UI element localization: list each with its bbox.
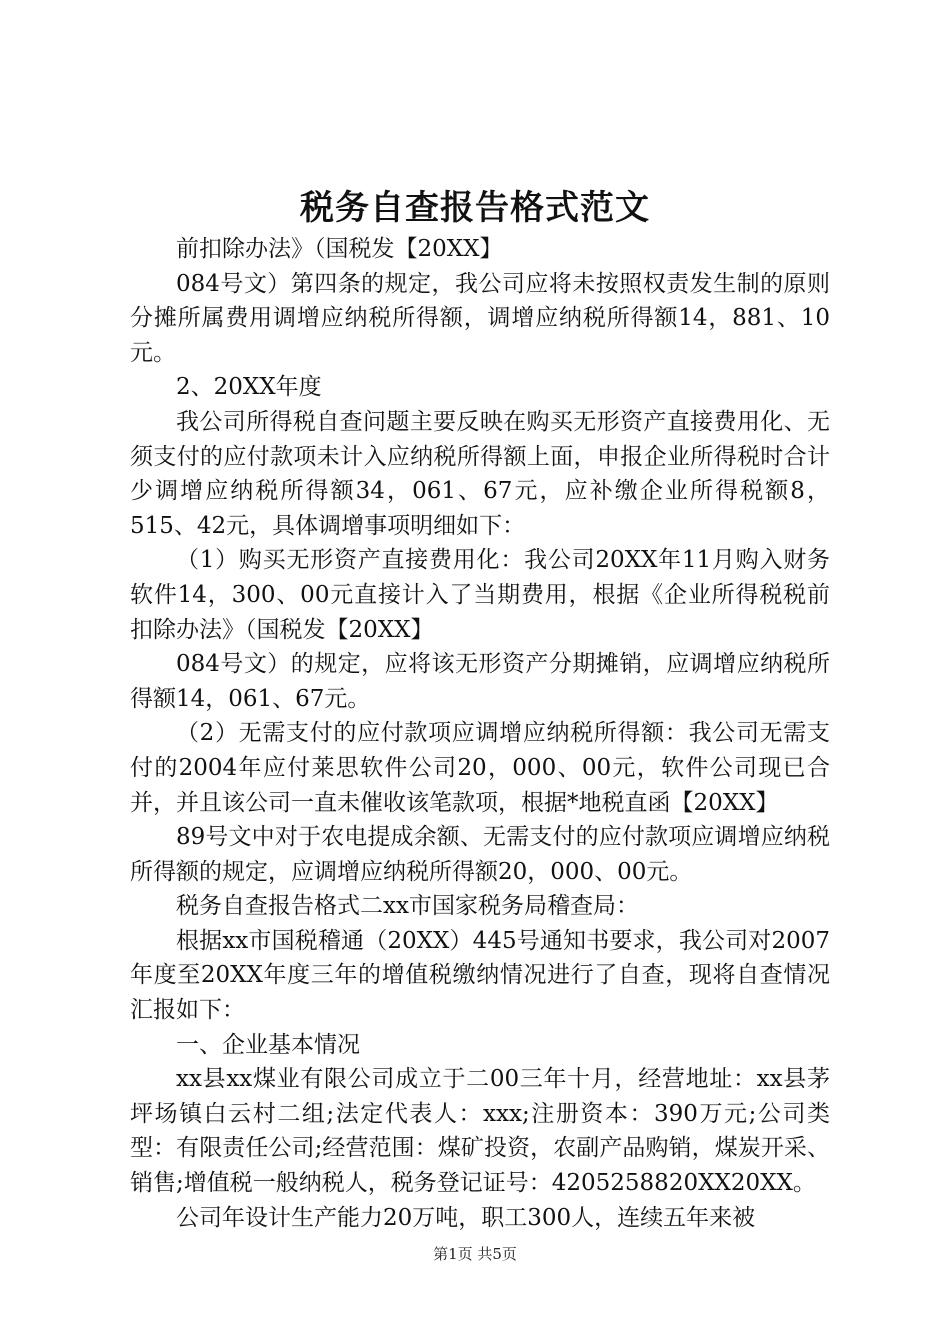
paragraph-5: （1）购买无形资产直接费用化：我公司20XX年11月购入财务软件14，300、00元直接计入了当期费用，根据《企业所得税税前扣除办法》（国税发【20XX】 xyxy=(130,547,830,643)
paragraph-3: 2、20XX年度 xyxy=(176,374,322,401)
paragraph-12: xx县xx煤业有限公司成立于二00三年十月，经营地址：xx县茅坪场镇白云村二组;法定代表人：xxx;注册资本：390万元;公司类型：有限责任公司;经营范围：煤矿投资，农副产品购销，煤炭开采、销售;增值税一般纳税人，税务登记证号：4205258820XX20XX。 xyxy=(130,1066,830,1197)
document-body xyxy=(130,232,830,1235)
document-title: 税务自查报告格式范文 xyxy=(300,188,650,228)
page-number-footer: 第1页 共5页 xyxy=(433,1245,517,1263)
paragraph-10: 根据xx市国税稽通（20XX）445号通知书要求，我公司对2007年度至20XX年度三年的增值税缴纳情况进行了自查，现将自查情况汇报如下： xyxy=(130,927,830,1024)
paragraph-11: 一、企业基本情况 xyxy=(176,1031,360,1058)
paragraph-6: 084号文）的规定，应将该无形资产分期摊销，应调增应纳税所得额14，061、67元。 xyxy=(130,651,830,712)
paragraph-2: 084号文）第四条的规定，我公司应将未按照权责发生制的原则分摊所属费用调增应纳税所得额，调增应纳税所得额14，881、10元。 xyxy=(130,270,830,366)
paragraph-8: 89号文中对于农电提成余额、无需支付的应付款项应调增应纳税所得额的规定，应调增应纳税所得额20，000、00元。 xyxy=(130,824,830,885)
paragraph-1: 前扣除办法》（国税发【20XX】 xyxy=(176,236,503,262)
paragraph-4: 我公司所得税自查问题主要反映在购买无形资产直接费用化、无须支付的应付款项未计入应纳税所得额上面，申报企业所得税时合计少调增应纳税所得额34，061、67元，应补缴企业所得税额8，515、42元，具体调增事项明细如下： xyxy=(130,408,830,539)
paragraph-13: 公司年设计生产能力20万吨，职工300人，连续五年来被 xyxy=(176,1204,756,1231)
paragraph-9: 税务自查报告格式二xx市国家税务局稽查局： xyxy=(176,893,639,920)
paragraph-7: （2）无需支付的应付款项应调增应纳税所得额：我公司无需支付的2004年应付莱思软件公司20，000、00元，软件公司现已合并，并且该公司一直未催收该笔款项，根据*地税直函【20XX】 xyxy=(130,720,830,816)
